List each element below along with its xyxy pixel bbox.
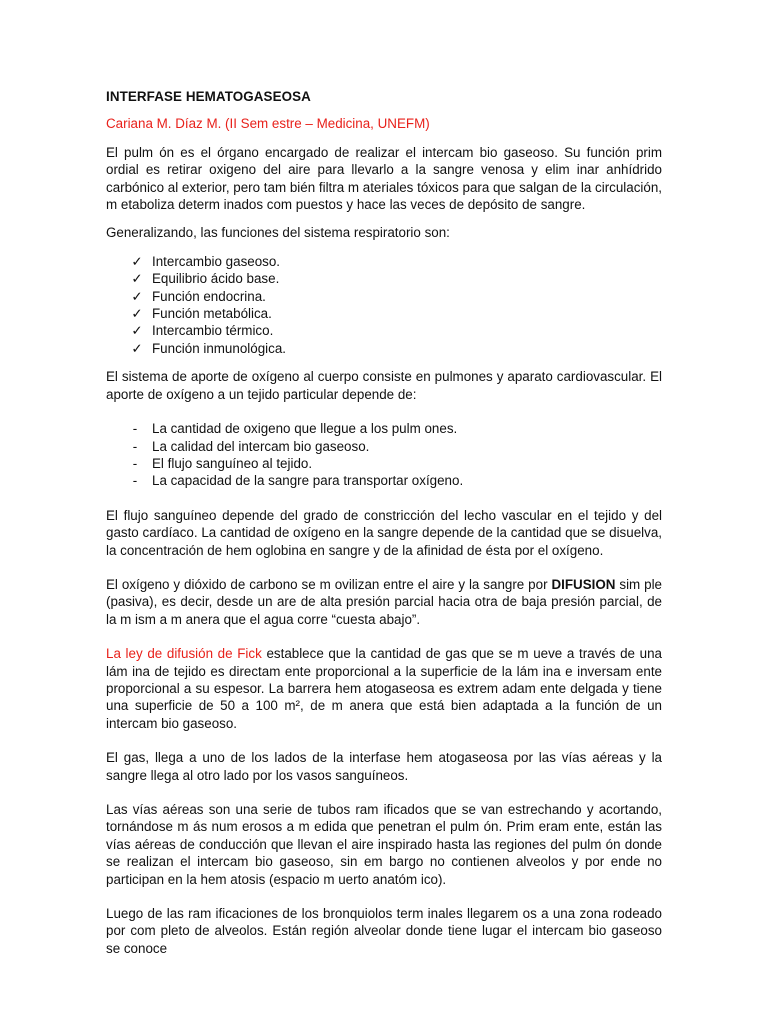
list-item-text: Función metabólica. <box>152 306 272 322</box>
list-item-text: Equilibrio ácido base. <box>152 271 280 287</box>
check-icon: ✓ <box>131 253 143 269</box>
list-item-text: Función inmunológica. <box>152 340 286 356</box>
author-line: Cariana M. Díaz M. (II Sem estre – Medicina, UNEFM) <box>106 116 430 132</box>
list-item-text: Intercambio gaseoso. <box>152 253 281 269</box>
list-item <box>106 455 662 472</box>
fick-law-highlight: La ley de difusión de Fick <box>106 646 262 662</box>
list-item-text: La capacidad de la sangre para transportar oxígeno. <box>152 473 464 489</box>
fick-law-text: establece que la cantidad de gas que se m ueve a través de una lám ina de tejido es directam ente proporcional a la superficie de la lám ina e inversam ente proporcional a su espesor. La barrera hem atogaseosa es extrem adam ente delgada y tiene una superficie de 50 a 100 m², de m anera que está bien adaptada a la función de un intercam bio gaseoso. <box>106 646 663 731</box>
paragraph-alveolar-region: Luego de las ram ificaciones de los bronquiolos term inales llegarem os a una zona rodeado por com pleto de alveolos. Están región alveolar donde tiene lugar el intercam bio gaseoso se conoce <box>106 906 662 956</box>
list-item <box>106 305 662 322</box>
dash-bullet: - <box>132 438 138 454</box>
dash-bullet: - <box>132 455 138 471</box>
list-item-text: Función endocrina. <box>152 288 266 304</box>
paragraph-airways: Las vías aéreas son una serie de tubos ram ificados que se van estrechando y acortando, tornándose m ás num erosos a m edida que penetran el pulm ón. Prim eram ente, están las vías aéreas de conducción que llevan el aire inspirado hasta las regiones del pulm ón donde se realizan el intercam bio gaseoso, sin em bargo no contienen alveolos y por ende no participan en la hem atosis (espacio m uerto anatóm ico). <box>106 802 662 887</box>
paragraph-fick-law <box>106 645 662 732</box>
diffusion-text-end: sim ple (pasiva), es decir, desde un are de alta presión parcial hacia otra de baja presión parcial, de la m ism a m anera que el agua corre “cuesta abajo”. <box>106 576 663 627</box>
paragraph-blood-flow: El flujo sanguíneo depende del grado de constricción del lecho vascular en el tejido y del gasto cardíaco. La cantidad de oxígeno en la sangre depende de la cantidad que se disuelva, la concentración de hem oglobina en sangre y de la afinidad de ésta por el oxígeno. <box>106 507 662 558</box>
paragraph-oxygen-supply: El sistema de aporte de oxígeno al cuerpo consiste en pulmones y aparato cardiovascular. El aporte de oxígeno a un tejido particular depende de: <box>106 369 662 402</box>
factors-list <box>106 420 662 490</box>
paragraph-gas-path: El gas, llega a uno de los lados de la interfase hem atogaseosa por las vías aéreas y la sangre llega al otro lado por los vasos sanguíneos. <box>106 750 662 783</box>
check-icon: ✓ <box>131 340 143 356</box>
list-item-text: El flujo sanguíneo al tejido. <box>152 455 313 471</box>
paragraph-diffusion <box>106 576 662 628</box>
diffusion-term: DIFUSION <box>551 576 616 592</box>
paragraph-lung-function: El pulm ón es el órgano encargado de realizar el intercam bio gaseoso. Su función prim ordial es retirar oxigeno del aire para llevarlo a la sangre venosa y elim inar anhídrido carbónico al exterior, pero tam bién filtra m ateriales tóxicos para que salgan de la circulación, m etaboliza determ inados com puestos y hace las veces de depósito de sangre. <box>106 144 662 213</box>
list-item <box>106 340 662 357</box>
check-icon: ✓ <box>131 323 143 339</box>
list-item-text: Intercambio térmico. <box>152 323 274 339</box>
diffusion-text-start: El oxígeno y dióxido de carbono se m ovilizan entre el aire y la sangre por <box>106 576 552 592</box>
list-item <box>106 253 662 270</box>
check-icon: ✓ <box>131 271 143 287</box>
check-icon: ✓ <box>131 288 143 304</box>
list-item <box>106 288 662 305</box>
check-icon: ✓ <box>131 306 143 322</box>
list-item-text: La calidad del intercam bio gaseoso. <box>152 438 370 454</box>
list-item-text: La cantidad de oxigeno que llegue a los pulm ones. <box>152 421 458 437</box>
dash-bullet: - <box>132 421 138 437</box>
document-title: INTERFASE HEMATOGASEOSA <box>106 89 311 104</box>
dash-bullet: - <box>132 473 138 489</box>
list-item <box>106 438 662 455</box>
list-item <box>106 420 662 437</box>
list-item <box>106 270 662 287</box>
list-item <box>106 322 662 339</box>
functions-checklist <box>106 253 662 357</box>
document-page <box>106 88 662 968</box>
list-item <box>106 472 662 489</box>
paragraph-functions-intro: Generalizando, las funciones del sistema respiratorio son: <box>106 225 450 241</box>
